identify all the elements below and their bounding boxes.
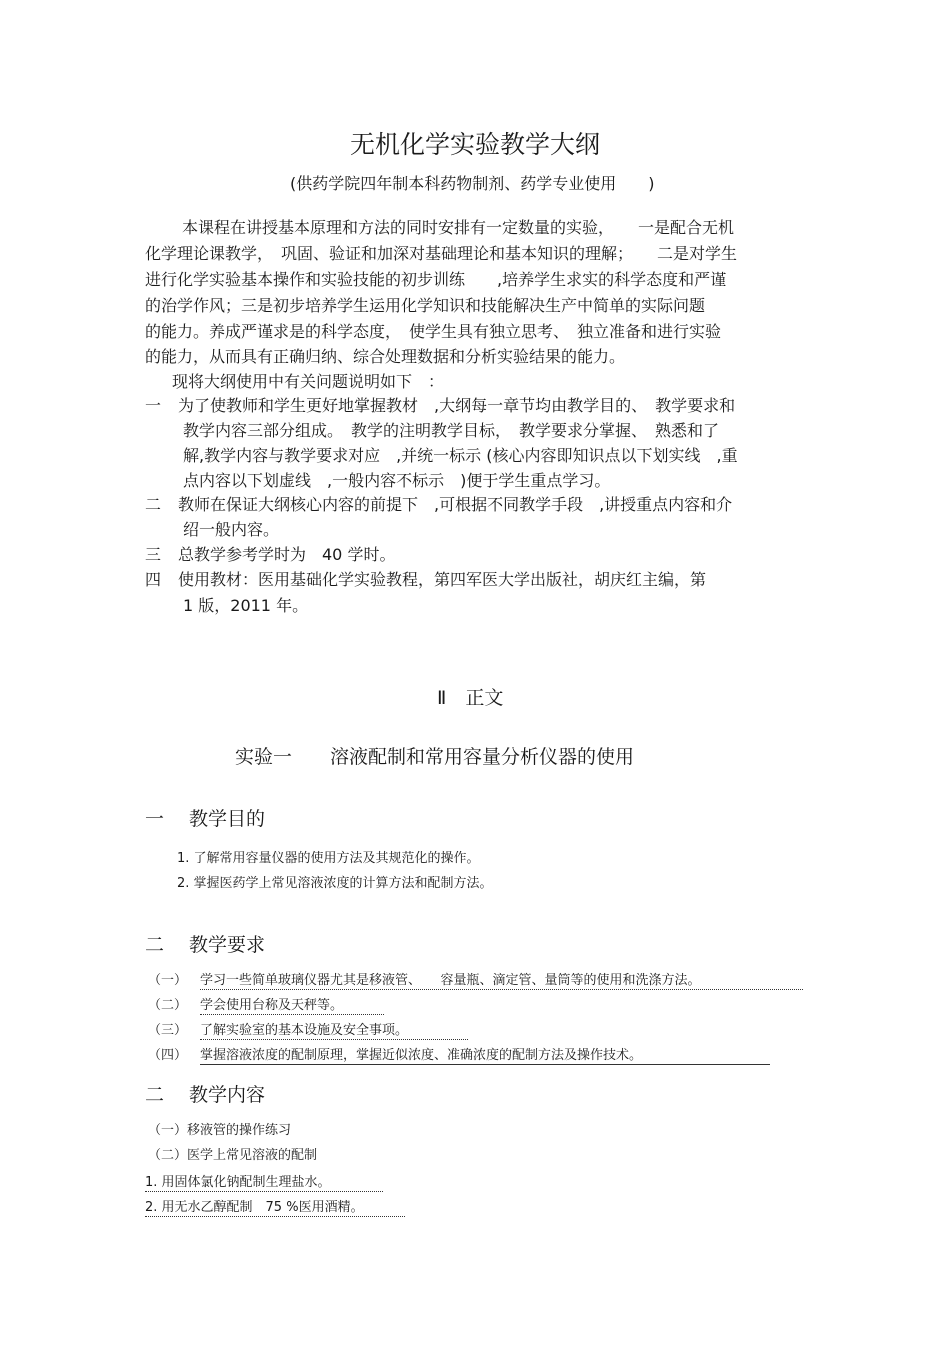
requirement-label: （四） — [148, 1048, 188, 1063]
list-item: 1. 了解常用容量仪器的使用方法及其规范化的操作。 — [177, 851, 480, 866]
note-line: 教学内容三部分组成。 教学的注明教学目标， 教学要求分掌握、 熟悉和了 — [183, 421, 720, 440]
section-number: 二 — [145, 934, 165, 956]
intro-line: 的能力。养成严谨求是的科学态度， 使学生具有独立思考、 独立准备和进行实验 — [145, 322, 722, 341]
requirement-text: 学习一些简单玻璃仪器尤其是移液管、 容量瓶、滴定管、量筒等的使用和洗涤方法。 — [200, 969, 803, 990]
note-line: 点内容以下划虚线 ,一般内容不标示 )便于学生重点学习。 — [183, 471, 611, 490]
intro-line: 化学理论课教学， 巩固、验证和加深对基础理论和基本知识的理解； 二是对学生 — [145, 244, 738, 263]
document-subtitle: (供药学院四年制本科药物制剂、药学专业使用 ) — [290, 174, 655, 193]
intro-line: 的能力，从而具有正确归纳、综合处理数据和分析实验结果的能力。 — [145, 347, 626, 366]
section-number: 二 — [145, 1084, 165, 1106]
requirement-label: （三） — [148, 1023, 188, 1038]
list-item: 2. 掌握医药学上常见溶液浓度的计算方法和配制方法。 — [177, 876, 493, 891]
note-line: 绍一般内容。 — [183, 520, 280, 539]
content-item: 1. 用固体氯化钠配制生理盐水。 — [145, 1171, 383, 1192]
requirement-text: 学会使用台称及天秤等。 — [200, 994, 384, 1015]
content-item: 2. 用无水乙醇配制 75 %医用酒精。 — [145, 1196, 405, 1217]
section-number: 一 — [145, 808, 165, 830]
note-number: 二 — [145, 495, 162, 514]
note-line: 为了使教师和学生更好地掌握教材 ,大纲每一章节均由教学目的、 教学要求和 — [178, 396, 736, 415]
content-item: （一）移液管的操作练习 — [148, 1123, 292, 1138]
section-heading: 教学要求 — [189, 934, 266, 956]
note-line: 1 版，2011 年。 — [183, 596, 309, 615]
part-heading: Ⅱ 正文 — [437, 687, 504, 709]
requirement-label: （一） — [148, 973, 188, 988]
experiment-title: 实验一 溶液配制和常用容量分析仪器的使用 — [235, 746, 635, 768]
note-line: 教师在保证大纲核心内容的前提下 ,可根据不同教学手段 ,讲授重点内容和介 — [178, 495, 733, 514]
document-title: 无机化学实验教学大纲 — [349, 130, 600, 159]
note-number: 三 — [145, 545, 162, 564]
requirement-text: 掌握溶液浓度的配制原理，掌握近似浓度、准确浓度的配制方法及操作技术。 — [200, 1044, 770, 1065]
content-item: （二）医学上常见溶液的配制 — [148, 1148, 318, 1163]
note-line: 使用教材：医用基础化学实验教程，第四军医大学出版社，胡庆红主编，第 — [178, 570, 707, 589]
note-line: 总教学参考学时为 40 学时。 — [178, 545, 396, 564]
note-intro: 现将大纲使用中有关问题说明如下 ： — [172, 372, 445, 391]
intro-line: 本课程在讲授基本原理和方法的同时安排有一定数量的实验， 一是配合无机 — [182, 218, 735, 237]
note-line: 解,教学内容与教学要求对应 ,并统一标示 (核心内容即知识点以下划实线 ,重 — [183, 446, 738, 465]
intro-line: 进行化学实验基本操作和实验技能的初步训练 ,培养学生求实的科学态度和严谨 — [145, 270, 727, 289]
note-number: 一 — [145, 396, 162, 415]
section-heading: 教学内容 — [189, 1084, 266, 1106]
note-number: 四 — [145, 570, 162, 589]
section-heading: 教学目的 — [189, 808, 266, 830]
requirement-label: （二） — [148, 998, 188, 1013]
requirement-text: 了解实验室的基本设施及安全事项。 — [200, 1019, 468, 1040]
intro-line: 的治学作风；三是初步培养学生运用化学知识和技能解决生产中简单的实际问题 — [145, 296, 706, 315]
